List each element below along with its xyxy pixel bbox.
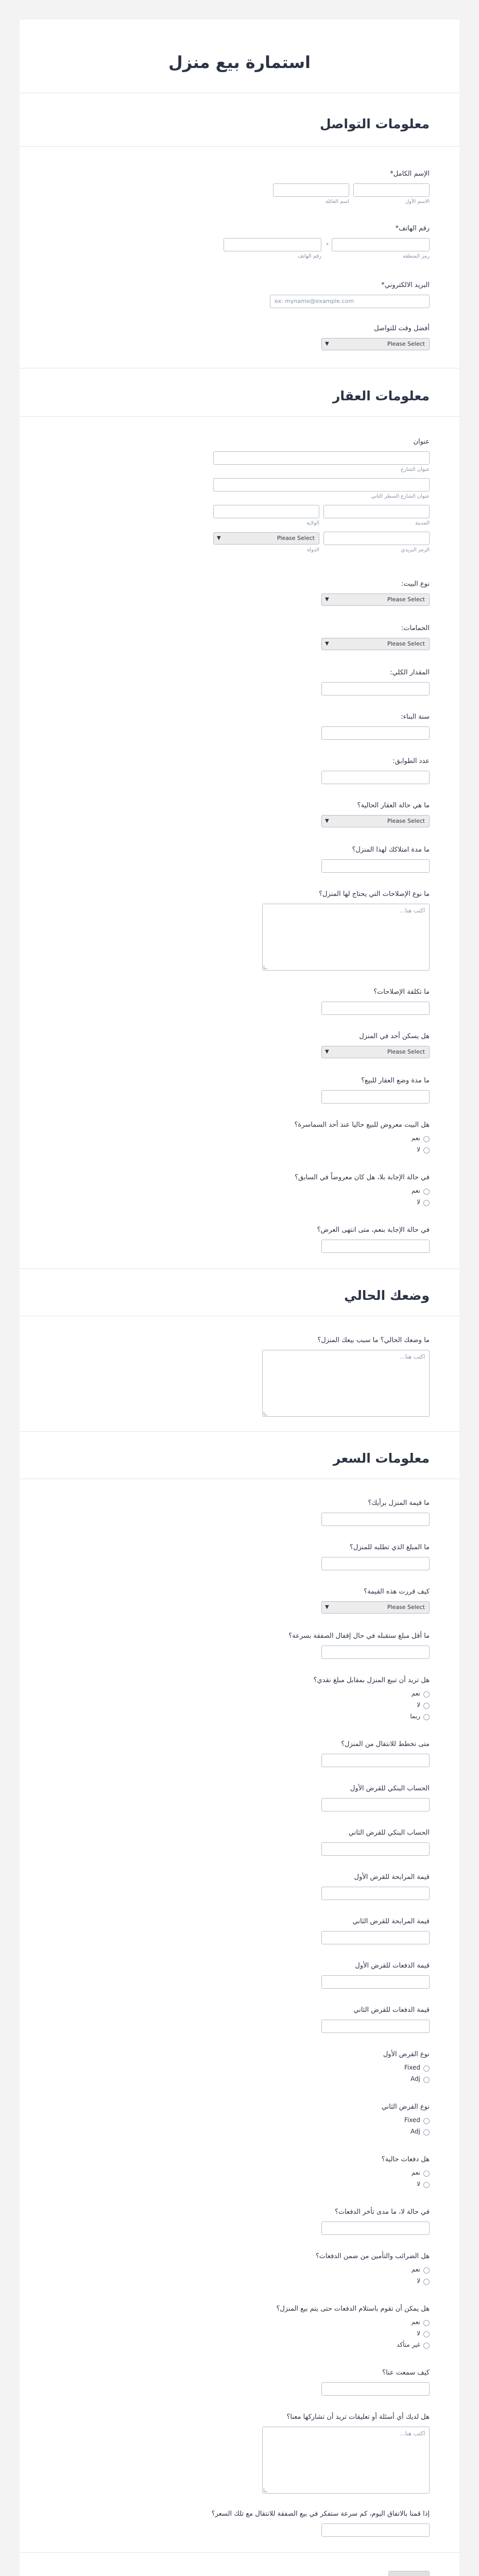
radio-icon	[423, 2279, 430, 2285]
first-mortgage-label: الحساب البنكي للقرض الأول	[350, 1785, 430, 1792]
repair-cost-label: ما تكلفة الإصلاحات؟	[373, 988, 430, 996]
radio-icon	[423, 2129, 430, 2136]
state-input[interactable]	[213, 505, 319, 518]
textarea-placeholder: اكتب هنا...	[400, 1353, 425, 1360]
condition-select[interactable]	[321, 815, 430, 827]
best-time-select[interactable]	[321, 338, 430, 350]
city-sublabel: المدينة	[415, 520, 430, 526]
section-title-contact: معلومات التواصل	[319, 116, 430, 131]
divider	[20, 1431, 459, 1432]
close-speed-input[interactable]	[321, 2523, 430, 2537]
phone-dash: -	[326, 240, 329, 248]
form-card	[20, 20, 459, 2576]
chevron-down-icon: ▼	[325, 597, 329, 602]
repair-cost-input[interactable]	[321, 1002, 430, 1015]
chevron-down-icon: ▼	[325, 641, 329, 647]
first-loan-type-label: نوع القرض الأول	[383, 2050, 430, 2058]
radio-icon	[423, 1189, 430, 1195]
floors-label: عدد الطوابق:	[392, 757, 430, 765]
section-title-property: معلومات العقار	[332, 388, 430, 403]
radio-icon	[423, 1200, 430, 1206]
first-payment-label: قيمة الدفعات للقرض الأول	[355, 1962, 430, 1970]
chevron-down-icon: ▼	[325, 818, 329, 824]
phone-area-input[interactable]	[332, 238, 430, 251]
divider	[20, 146, 459, 147]
radio-label: ربما	[410, 1713, 420, 1720]
lowest-price-input[interactable]	[321, 1646, 430, 1659]
second-rate-input[interactable]	[321, 1931, 430, 1944]
listing-end-label: في حالة الإجابة بنعم، متى انتهى العرض؟	[317, 1226, 430, 1234]
radio-label: لا	[417, 2330, 420, 2337]
move-date-input[interactable]	[321, 1754, 430, 1767]
radio-icon	[423, 2065, 430, 2072]
state-sublabel: الولاية	[306, 520, 319, 526]
radio-icon	[423, 1703, 430, 1709]
section-title-price: معلومات السعر	[333, 1451, 430, 1466]
sell-cash-label: هل تريد أن تبيع المنزل بمقابل مبلغ نقدي؟	[313, 1676, 430, 1684]
radio-label: لا	[417, 1198, 420, 1206]
last-name-input[interactable]	[273, 183, 349, 197]
radio-label: Fixed	[404, 2064, 420, 2071]
second-loan-type-label: نوع القرض الثاني	[381, 2103, 430, 2111]
country-sublabel: الدولة	[306, 547, 319, 553]
behind-input[interactable]	[321, 2222, 430, 2235]
select-value: Please Select	[277, 535, 315, 541]
condition-label: ما هي حالة العقار الحالية؟	[357, 802, 430, 809]
select-value: Please Select	[387, 596, 425, 603]
select-value: Please Select	[387, 640, 425, 647]
phone-area-sublabel: رمز المنطقة	[402, 253, 430, 259]
best-time-label: أفضل وقت للتواصل	[374, 325, 430, 332]
radio-label: Adj	[410, 2128, 420, 2135]
payments-current-label: هل دفعات حالية؟	[381, 2156, 430, 2163]
repairs-textarea[interactable]	[262, 904, 430, 971]
select-value: Please Select	[387, 1048, 425, 1055]
select-value: Please Select	[387, 818, 425, 824]
textarea-placeholder: اكتب هنا...	[400, 907, 425, 914]
phone-label: رقم الهاتف*	[395, 225, 430, 232]
second-mortgage-label: الحساب البنكي للقرض الثاني	[348, 1829, 430, 1837]
resize-handle-icon	[264, 1412, 267, 1415]
home-value-label: ما قيمة المنزل برأيك؟	[368, 1499, 430, 1507]
close-speed-label: إذا قمنا بالاتفاق اليوم، كم سرعة ستفكر في بيع الصفقة للانتقال مع تلك السعر؟	[211, 2510, 430, 2518]
first-name-input[interactable]	[353, 183, 430, 197]
radio-label: Fixed	[404, 2116, 420, 2124]
email-input[interactable]: ex: myname@example.com	[270, 295, 430, 308]
second-mortgage-input[interactable]	[321, 1842, 430, 1856]
phone-number-sublabel: رقم الهاتف	[297, 253, 321, 259]
asking-price-label: ما المبلغ الذي تطلبه للمنزل؟	[350, 1544, 430, 1551]
situation-textarea[interactable]	[262, 1350, 430, 1417]
radio-icon	[423, 2182, 430, 2188]
submit-button[interactable]	[388, 2571, 430, 2576]
second-payment-label: قيمة الدفعات للقرض الثاني	[353, 2006, 430, 2014]
radio-label: نعم	[411, 1187, 420, 1194]
radio-icon	[423, 2320, 430, 2326]
email-label: البريد الالكتروني*	[381, 281, 430, 289]
bathrooms-label: الحمامات:	[401, 624, 430, 632]
select-value: Please Select	[387, 1604, 425, 1611]
radio-label: لا	[417, 1701, 420, 1708]
divider	[20, 2552, 459, 2553]
bathrooms-select[interactable]	[321, 638, 430, 650]
chevron-down-icon: ▼	[217, 535, 221, 541]
questions-textarea[interactable]	[262, 2427, 430, 2494]
radio-label: لا	[417, 2180, 420, 2188]
radio-label: نعم	[411, 2266, 420, 2273]
situation-label: ما وضعك الحالي؟ ما سبب بيعك المنزل؟	[317, 1336, 430, 1344]
radio-label: لا	[417, 2277, 420, 2284]
radio-label: نعم	[411, 2318, 420, 2326]
street2-input[interactable]	[213, 478, 430, 492]
listed-before-label: في حالة الإجابة بلا، هل كان معروضاً في السابق؟	[295, 1174, 430, 1181]
chevron-down-icon: ▼	[325, 341, 329, 347]
sqft-input[interactable]	[321, 682, 430, 696]
full-name-label: الإسم الكامل*	[390, 170, 430, 178]
street-sublabel: عنوان الشارع	[400, 467, 430, 472]
owned-duration-input[interactable]	[321, 859, 430, 873]
sqft-label: المقدار الكلي:	[390, 669, 430, 676]
zip-sublabel: الرمز البريدي	[401, 547, 430, 553]
listing-end-input[interactable]	[321, 1240, 430, 1253]
divider	[20, 1268, 459, 1269]
radio-icon	[423, 2267, 430, 2274]
radio-label: لا	[417, 1146, 420, 1153]
radio-icon	[423, 1714, 430, 1720]
first-mortgage-input[interactable]	[321, 1798, 430, 1811]
street-input[interactable]	[213, 451, 430, 465]
first-rate-label: قيمة المرابحة للقرض الأول	[354, 1873, 430, 1881]
zip-input[interactable]	[323, 532, 430, 545]
occupied-label: هل يسكن أحد في المنزل	[359, 1032, 430, 1040]
chevron-down-icon: ▼	[325, 1049, 329, 1055]
radio-icon	[423, 2331, 430, 2337]
textarea-placeholder: اكتب هنا...	[400, 2430, 425, 2437]
city-input[interactable]	[323, 505, 430, 518]
radio-label: غير متأكد	[396, 2341, 420, 2348]
resize-handle-icon	[264, 965, 267, 969]
radio-label: Adj	[410, 2075, 420, 2082]
home-type-label: نوع البيت:	[401, 580, 430, 588]
section-title-situation: وضعك الحالي	[344, 1288, 430, 1303]
lowest-price-label: ما أقل مبلغ ستقبله في حال إقفال الصفقة بسرعة؟	[288, 1632, 430, 1640]
resize-handle-icon	[264, 2488, 267, 2492]
heard-label: كيف سمعت عنا؟	[382, 2369, 430, 2377]
floors-input[interactable]	[321, 771, 430, 784]
value-source-label: كيف قررت هذه القيمة؟	[364, 1588, 430, 1596]
year-built-label: سنة البناء:	[401, 713, 430, 721]
chevron-down-icon: ▼	[325, 1604, 329, 1610]
year-built-input[interactable]	[321, 726, 430, 740]
radio-icon	[423, 2343, 430, 2349]
listed-time-label: ما مدة وضع العقار للبيع؟	[361, 1077, 430, 1084]
first-name-sublabel: الاسم الأول	[405, 199, 430, 205]
value-source-select[interactable]	[321, 1601, 430, 1614]
listed-time-input[interactable]	[321, 1090, 430, 1104]
form-title: استمارة بيع منزل	[168, 53, 311, 72]
listed-agent-label: هل البيت معروض للبيع حاليا عند أحد السماسرة؟	[294, 1121, 430, 1129]
radio-label: نعم	[411, 2169, 420, 2176]
owned-duration-label: ما مدة امتلاكك لهذا المنزل؟	[352, 846, 430, 854]
radio-icon	[423, 1691, 430, 1698]
select-value: Please Select	[387, 341, 425, 347]
country-select[interactable]	[213, 532, 319, 545]
first-rate-input[interactable]	[321, 1887, 430, 1900]
heard-input[interactable]	[321, 2382, 430, 2396]
radio-icon	[423, 2077, 430, 2083]
second-payment-input[interactable]	[321, 2020, 430, 2033]
move-date-label: متى تخطط للانتقال من المنزل؟	[341, 1740, 430, 1748]
radio-icon	[423, 2171, 430, 2177]
radio-icon	[423, 1136, 430, 1142]
last-name-sublabel: اسم العائلة	[325, 199, 349, 205]
taxes-label: هل الضرائب والتأمين من ضمن الدفعات؟	[315, 2252, 430, 2260]
backup-label: هل يمكن أن تقوم باستلام الدفعات حتى يتم بيع المنزل؟	[276, 2305, 430, 2313]
questions-label: هل لديك أي أسئلة أو تعليقات تريد أن تشاركها معنا؟	[286, 2413, 430, 2421]
radio-icon	[423, 1147, 430, 1154]
radio-label: نعم	[411, 1134, 420, 1142]
home-value-input[interactable]	[321, 1513, 430, 1526]
asking-price-input[interactable]	[321, 1557, 430, 1570]
second-rate-label: قيمة المرابحة للقرض الثاني	[352, 1918, 430, 1925]
radio-label: نعم	[411, 1690, 420, 1697]
address-label: عنوان	[413, 438, 430, 446]
repairs-label: ما نوع الإصلاحات التي يحتاج لها المنزل؟	[319, 890, 430, 898]
phone-number-input[interactable]	[224, 238, 321, 251]
home-type-select[interactable]	[321, 594, 430, 606]
radio-icon	[423, 2118, 430, 2124]
occupied-select[interactable]	[321, 1046, 430, 1058]
street2-sublabel: عنوان الشارع السطر الثاني	[371, 494, 430, 499]
behind-label: في حالة لا، ما مدى تأخر الدفعات؟	[334, 2208, 430, 2216]
divider	[20, 416, 459, 417]
first-payment-input[interactable]	[321, 1975, 430, 1989]
